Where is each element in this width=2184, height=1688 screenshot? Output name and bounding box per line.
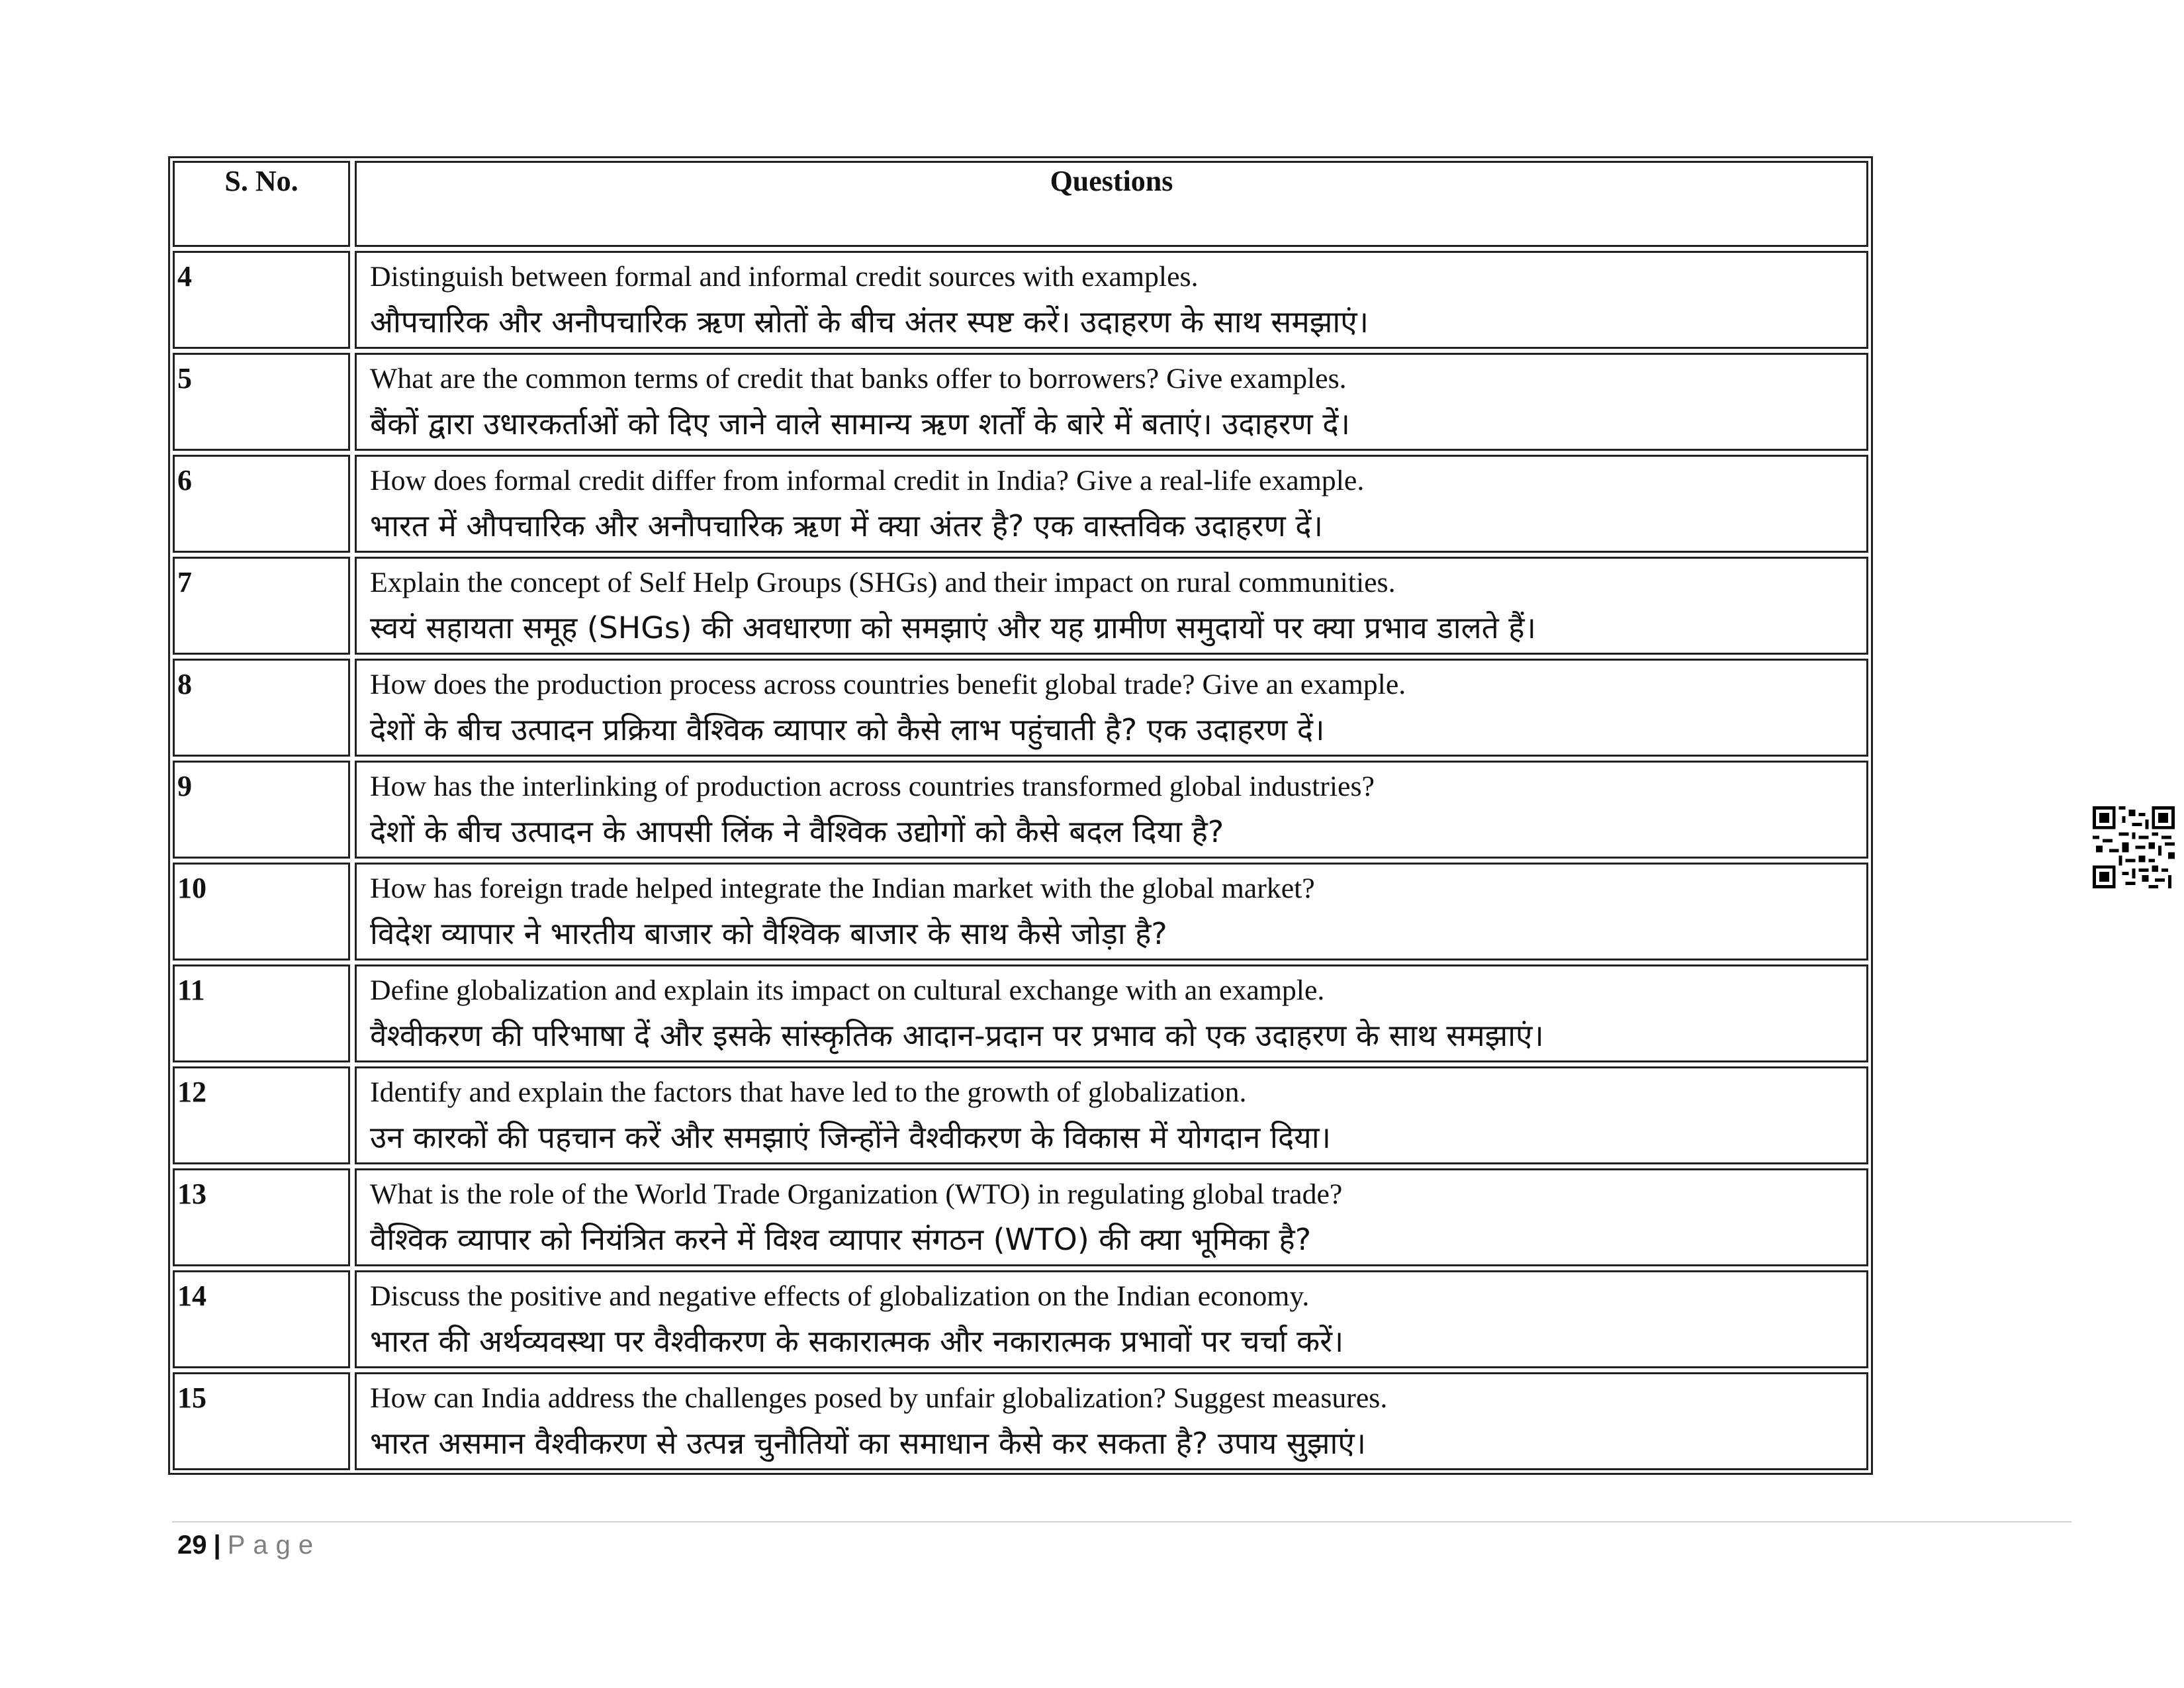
page-number: 29	[177, 1530, 207, 1560]
question-hindi: भारत की अर्थव्यवस्था पर वैश्वीकरण के सकारात्मक और नकारात्मक प्रभावों पर चर्चा करें।	[370, 1323, 1344, 1359]
questions-table	[168, 156, 1873, 1475]
question-hindi: औपचारिक और अनौपचारिक ऋण स्रोतों के बीच अंतर स्पष्ट करें। उदाहरण के साथ समझाएं।	[370, 304, 1369, 340]
row-number: 12	[173, 1066, 350, 1164]
question-english: Discuss the positive and negative effects of globalization on the Indian economy.	[370, 1280, 1310, 1312]
question-cell	[355, 251, 1868, 349]
row-number: 14	[173, 1270, 350, 1368]
question-english: How does formal credit differ from informal credit in India? Give a real-life example.	[370, 465, 1365, 496]
question-hindi: वैश्वीकरण की परिभाषा दें और इसके सांस्कृतिक आदान-प्रदान पर प्रभाव को एक उदाहरण के साथ समझाएं।	[370, 1017, 1544, 1053]
question-hindi: वैश्विक व्यापार को नियंत्रित करने में विश्व व्यापार संगठन (WTO) की क्या भूमिका है?	[370, 1221, 1311, 1257]
question-cell	[355, 1168, 1868, 1266]
question-english: What is the role of the World Trade Organization (WTO) in regulating global trade?	[370, 1178, 1343, 1210]
row-number: 9	[173, 761, 350, 859]
row-number: 15	[173, 1372, 350, 1470]
question-hindi: देशों के बीच उत्पादन प्रक्रिया वैश्विक व्यापार को कैसे लाभ पहुंचाती है? एक उदाहरण दें।	[370, 712, 1325, 747]
question-cell	[355, 761, 1868, 859]
question-hindi: उन कारकों की पहचान करें और समझाएं जिन्होंने वैश्वीकरण के विकास में योगदान दिया।	[370, 1119, 1331, 1155]
row-number: 7	[173, 557, 350, 655]
question-english: How has the interlinking of production across countries transformed global industries?	[370, 771, 1375, 802]
footer-separator: |	[213, 1530, 221, 1560]
header-sno: S. No.	[173, 161, 350, 247]
question-hindi: देशों के बीच उत्पादन के आपसी लिंक ने वैश्विक उद्योगों को कैसे बदल दिया है?	[370, 814, 1224, 849]
footer-divider	[172, 1521, 2071, 1523]
question-cell	[355, 1270, 1868, 1368]
question-english: How does the production process across countries benefit global trade? Give an example.	[370, 669, 1406, 700]
question-english: Identify and explain the factors that have led to the growth of globalization.	[370, 1076, 1247, 1108]
row-number: 5	[173, 353, 350, 451]
question-cell	[355, 353, 1868, 451]
question-cell	[355, 1372, 1868, 1470]
question-hindi: स्वयं सहायता समूह (SHGs) की अवधारणा को समझाएं और यह ग्रामीण समुदायों पर क्या प्रभाव डालते हैं।	[370, 610, 1536, 645]
question-cell	[355, 1066, 1868, 1164]
row-number: 6	[173, 455, 350, 553]
question-cell	[355, 557, 1868, 655]
question-english: How has foreign trade helped integrate the Indian market with the global market?	[370, 872, 1315, 904]
row-number: 13	[173, 1168, 350, 1266]
question-english: How can India address the challenges posed by unfair globalization? Suggest measures.	[370, 1382, 1388, 1414]
qr-code-icon	[2093, 806, 2175, 888]
question-hindi: भारत असमान वैश्वीकरण से उत्पन्न चुनौतियों का समाधान कैसे कर सकता है? उपाय सुझाएं।	[370, 1425, 1367, 1461]
question-cell	[355, 659, 1868, 757]
question-hindi: भारत में औपचारिक और अनौपचारिक ऋण में क्या अंतर है? एक वास्तविक उदाहरण दें।	[370, 508, 1323, 543]
question-cell	[355, 964, 1868, 1062]
question-english: Distinguish between formal and informal credit sources with examples.	[370, 261, 1199, 293]
question-hindi: बैंकों द्वारा उधारकर्ताओं को दिए जाने वाले सामान्य ऋण शर्तों के बारे में बताएं। उदाहरण दें।	[370, 406, 1350, 442]
question-hindi: विदेश व्यापार ने भारतीय बाजार को वैश्विक बाजार के साथ कैसे जोड़ा है?	[370, 915, 1167, 951]
header-questions: Questions	[355, 161, 1868, 247]
question-english: Explain the concept of Self Help Groups (SHGs) and their impact on rural communities.	[370, 567, 1396, 598]
question-cell	[355, 455, 1868, 553]
question-english: Define globalization and explain its impact on cultural exchange with an example.	[370, 974, 1325, 1006]
question-cell	[355, 863, 1868, 961]
question-english: What are the common terms of credit that banks offer to borrowers? Give examples.	[370, 363, 1347, 395]
page-footer	[177, 1530, 321, 1560]
row-number: 8	[173, 659, 350, 757]
page-label: Page	[227, 1530, 322, 1560]
row-number: 10	[173, 863, 350, 961]
row-number: 11	[173, 964, 350, 1062]
row-number: 4	[173, 251, 350, 349]
